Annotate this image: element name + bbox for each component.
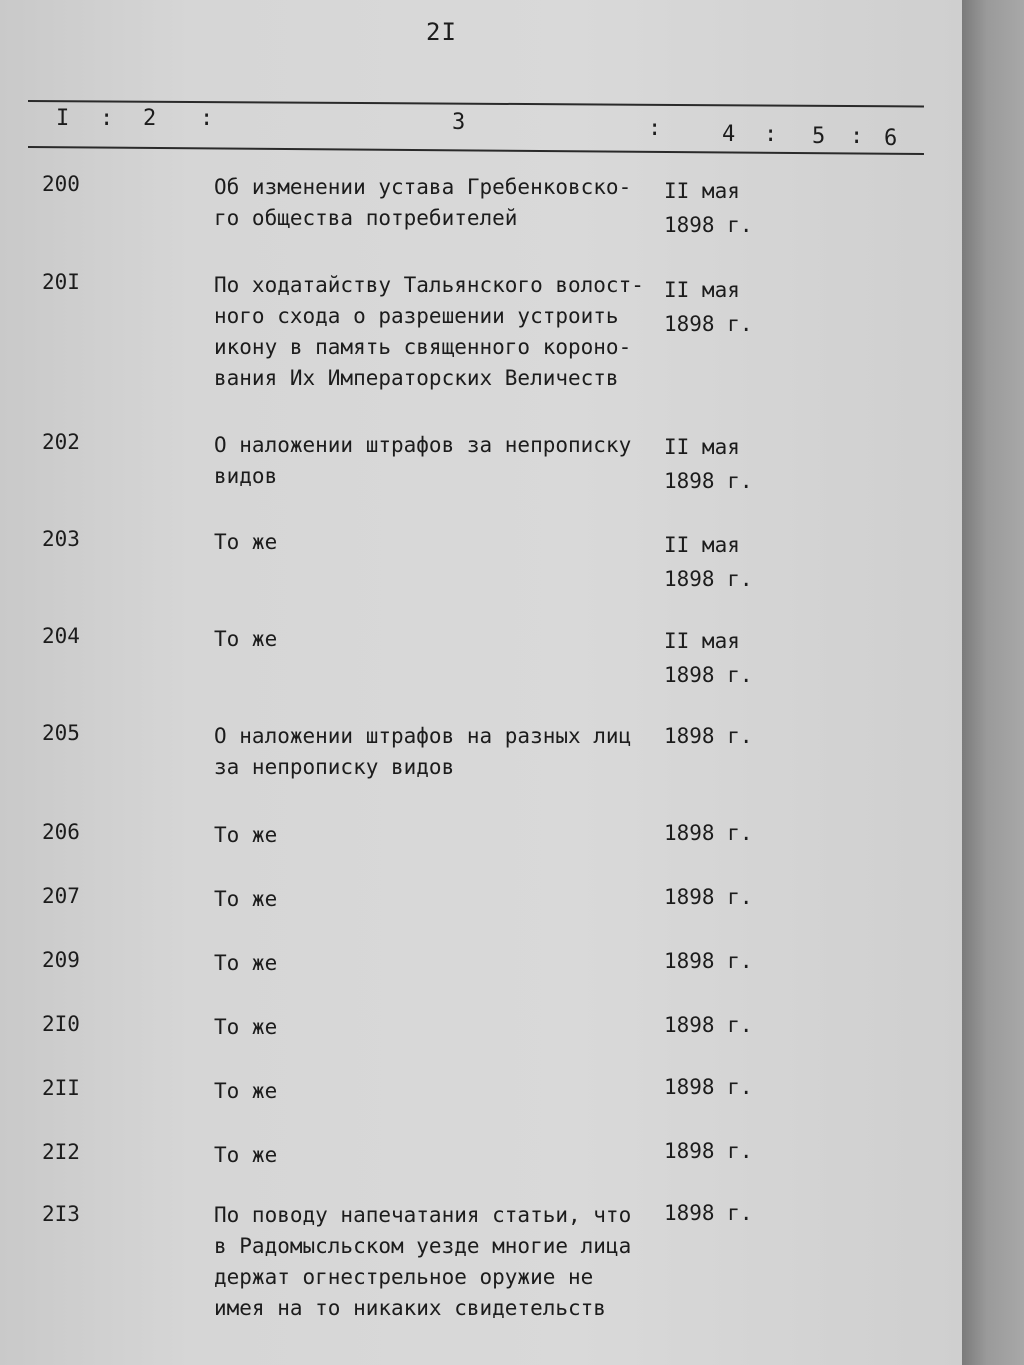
- column-separator: :: [200, 106, 214, 131]
- header-rule-top: [28, 100, 924, 107]
- row-description: То же: [214, 627, 278, 651]
- row-description: Об изменении устава Гребенковско- го общества потребителей: [214, 175, 632, 230]
- row-date: 1898 г.: [664, 1201, 753, 1225]
- row-number: 200: [42, 172, 80, 196]
- row-description: О наложении штрафов на разных лиц за непрописку видов: [214, 724, 632, 779]
- row-number: 2I0: [42, 1012, 80, 1036]
- row-description: О наложении штрафов за непрописку видов: [214, 433, 632, 488]
- row-number: 205: [42, 721, 80, 745]
- column-separator: :: [100, 106, 114, 131]
- row-number: 20I: [42, 270, 80, 294]
- row-number: 2II: [42, 1076, 80, 1100]
- row-date: 1898 г.: [664, 1075, 753, 1099]
- row-date: 1898 г.: [664, 885, 753, 909]
- row-description: То же: [214, 951, 278, 975]
- row-description: По поводу напечатания статьи, что в Радомысльском уезде многие лица держат огнестрельное оружие не имея на то никаких свидетельств: [214, 1203, 632, 1320]
- row-number: 2I3: [42, 1202, 80, 1226]
- row-description: То же: [214, 1143, 278, 1167]
- column-separator: :: [764, 122, 778, 147]
- header-rule-bottom: [28, 146, 924, 155]
- row-description: То же: [214, 887, 278, 911]
- row-date: 1898 г.: [664, 1139, 753, 1163]
- column-header-4: 4: [722, 122, 736, 147]
- column-header-5: 5: [812, 124, 826, 149]
- row-date: II мая 1898 г.: [664, 629, 753, 687]
- row-number: 202: [42, 430, 80, 454]
- row-description: То же: [214, 530, 278, 554]
- row-number: 206: [42, 820, 80, 844]
- column-header-2: 2: [143, 106, 157, 131]
- row-description: То же: [214, 1079, 278, 1103]
- column-separator: :: [850, 124, 864, 149]
- row-number: 203: [42, 527, 80, 551]
- column-header-6: 6: [884, 126, 898, 151]
- row-date: 1898 г.: [664, 949, 753, 973]
- column-separator: :: [648, 116, 662, 141]
- row-date: 1898 г.: [664, 724, 753, 748]
- row-number: 204: [42, 624, 80, 648]
- row-date: II мая 1898 г.: [664, 278, 753, 336]
- page-number: 2I: [426, 18, 457, 46]
- row-number: 2I2: [42, 1140, 80, 1164]
- row-date: II мая 1898 г.: [664, 533, 753, 591]
- row-description: По ходатайству Тальянского волост- ного схода о разрешении устроить икону в память священного короно- вания Их Императорских Величеств: [214, 273, 644, 390]
- row-date: 1898 г.: [664, 821, 753, 845]
- column-header-1: I: [56, 106, 70, 131]
- row-description: То же: [214, 823, 278, 847]
- row-date: II мая 1898 г.: [664, 179, 753, 237]
- row-number: 209: [42, 948, 80, 972]
- row-date: II мая 1898 г.: [664, 435, 753, 493]
- page-edge-shadow: [962, 0, 1024, 1365]
- row-number: 207: [42, 884, 80, 908]
- column-header-3: 3: [452, 110, 466, 135]
- row-date: 1898 г.: [664, 1013, 753, 1037]
- row-description: То же: [214, 1015, 278, 1039]
